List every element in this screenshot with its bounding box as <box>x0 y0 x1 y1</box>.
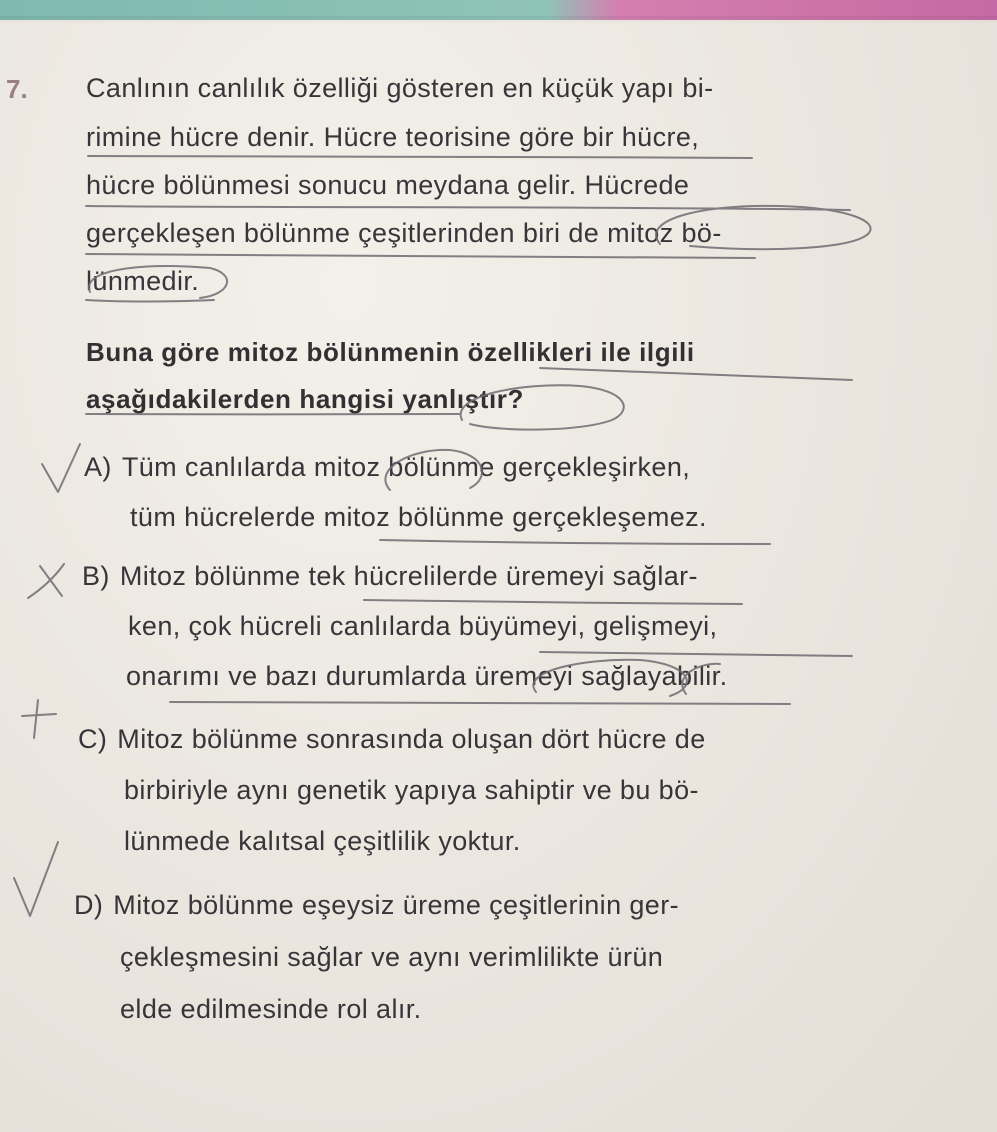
option-a-text: Tüm canlılarda mitoz bölünme gerçekleşirken, <box>121 452 691 482</box>
option-c-label: C) <box>78 724 108 754</box>
option-d-text: Mitoz bölünme eşeysiz üreme çeşitlerinin ger- <box>113 890 680 920</box>
question-number: 7. <box>6 74 28 104</box>
option-a-line <box>84 452 690 483</box>
stem-line: gerçekleşen bölünme çeşitlerinden biri de mitoz bö- <box>86 218 722 248</box>
option-a-label: A) <box>84 452 112 482</box>
option-c-line: lünmede kalıtsal çeşitlilik yoktur. <box>124 826 521 856</box>
option-b-text: Mitoz bölünme tek hücrelilerde üremeyi sağlar- <box>119 561 698 591</box>
prompt-line: aşağıdakilerden hangisi yanlıştır? <box>86 384 524 414</box>
option-d-label: D) <box>74 890 104 920</box>
option-c-line: birbiriyle aynı genetik yapıya sahiptir ve bu bö- <box>124 775 699 805</box>
option-b-line: onarımı ve bazı durumlarda üremeyi sağlayabilir. <box>126 661 728 691</box>
option-d-line: çekleşmesini sağlar ve aynı verimlilikte ürün <box>120 942 664 972</box>
prompt-line: Buna göre mitoz bölünmenin özellikleri ile ilgili <box>86 337 695 367</box>
option-c-text: Mitoz bölünme sonrasında oluşan dört hücre de <box>117 724 706 754</box>
option-b-line <box>82 561 698 592</box>
option-a-line: tüm hücrelerde mitoz bölünme gerçekleşemez. <box>130 502 707 532</box>
option-b-label: B) <box>82 561 110 591</box>
stem-line: rimine hücre denir. Hücre teorisine göre bir hücre, <box>86 122 700 152</box>
stem-line: Canlının canlılık özelliği gösteren en küçük yapı bi- <box>86 73 714 103</box>
stem-line: hücre bölünmesi sonucu meydana gelir. Hücrede <box>86 170 690 200</box>
option-d-line: elde edilmesinde rol alır. <box>120 994 422 1024</box>
stem-line: lünmedir. <box>86 266 200 296</box>
option-c-line <box>78 724 706 755</box>
page-header-band <box>0 0 997 20</box>
option-b-line: ken, çok hücreli canlılarda büyümeyi, gelişmeyi, <box>128 611 718 641</box>
option-d-line <box>74 890 679 921</box>
